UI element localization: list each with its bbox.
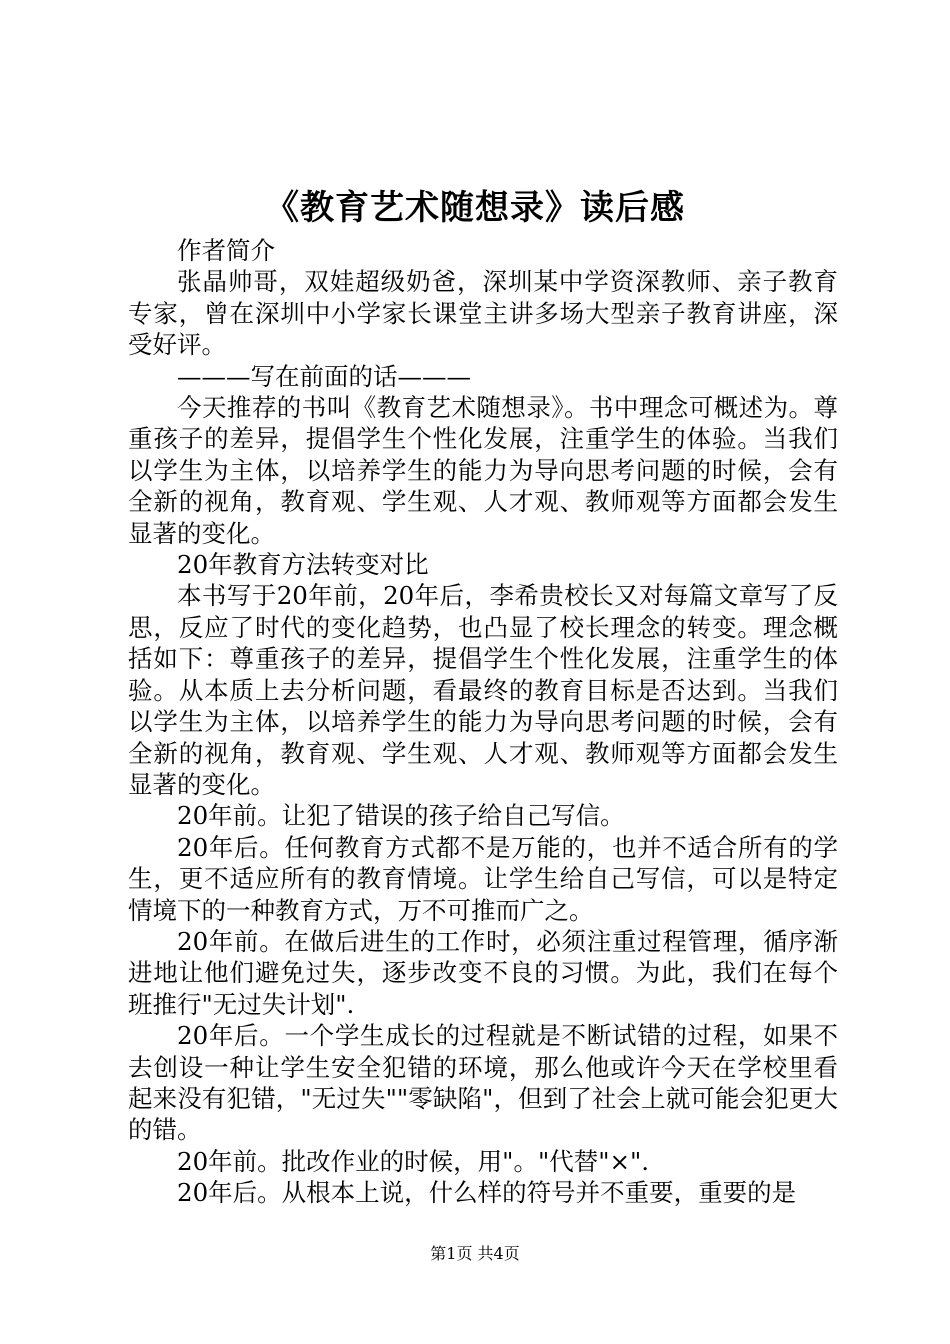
paragraph-comparison-heading: 20年教育方法转变对比 xyxy=(177,550,429,580)
document-title: 《教育艺术随想录》读后感 xyxy=(265,188,685,228)
paragraph-after-2: 20年后。一个学生成长的过程就是不断试错的过程，如果不去创设一种让学生安全犯错的环境，那么他或许今天在学校里看起来没有犯错，"无过失""零缺陷"，但到了社会上就可能会犯更大的错。 xyxy=(128,1021,838,1145)
page-footer: 第1页 共4页 xyxy=(430,1244,520,1263)
paragraph-before-2: 20年前。在做后进生的工作时，必须注重过程管理，循序渐进地让他们避免过失，逐步改变不良的习惯。为此，我们在每个班推行"无过失计划". xyxy=(128,926,838,1019)
paragraph-after-3: 20年后。从根本上说，什么样的符号并不重要，重要的是 xyxy=(177,1178,797,1208)
paragraph-before-1: 20年前。让犯了错误的孩子给自己写信。 xyxy=(177,801,625,831)
paragraph-book-intro: 今天推荐的书叫《教育艺术随想录》。书中理念可概述为。尊重孩子的差异，提倡学生个性化发展，注重学生的体验。当我们以学生为主体，以培养学生的能力为导向思考问题的时候，会有全新的视角，教育观、学生观、人才观、教师观等方面都会发生显著的变化。 xyxy=(128,393,838,548)
document-body xyxy=(128,235,838,1209)
paragraph-comparison-intro: 本书写于20年前，20年后，李希贵校长又对每篇文章写了反思，反应了时代的变化趋势，也凸显了校长理念的转变。理念概括如下：尊重孩子的差异，提倡学生个性化发展，注重学生的体验。从本质上去分析问题，看最终的教育目标是否达到。当我们以学生为主体，以培养学生的能力为导向思考问题的时候，会有全新的视角，教育观、学生观、人才观、教师观等方面都会发生显著的变化。 xyxy=(128,581,838,799)
paragraph-before-3: 20年前。批改作业的时候，用"。"代替"×". xyxy=(177,1146,650,1176)
paragraph-author-heading: 作者简介 xyxy=(177,236,275,265)
paragraph-preface-heading: ———写在前面的话——— xyxy=(177,361,471,391)
paragraph-after-1: 20年后。任何教育方式都不是万能的，也并不适合所有的学生，更不适应所有的教育情境。让学生给自己写信，可以是特定情境下的一种教育方式，万不可推而广之。 xyxy=(128,832,838,925)
paragraph-author-bio: 张晶帅哥，双娃超级奶爸，深圳某中学资深教师、亲子教育专家，曾在深圳中小学家长课堂主讲多场大型亲子教育讲座，深受好评。 xyxy=(128,267,838,360)
